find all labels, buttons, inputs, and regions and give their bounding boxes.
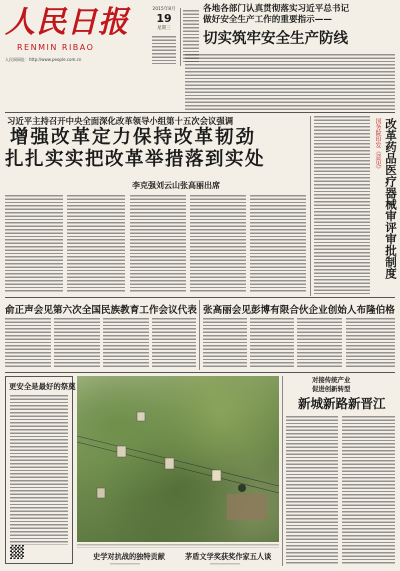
- masthead-pinyin: RENMIN RIBAO: [17, 43, 95, 52]
- mid-story-right-col2: [250, 318, 294, 368]
- cable-car-4: [137, 412, 145, 421]
- lead-story-body-col2: [67, 195, 125, 293]
- lead-story-body-col3b: [130, 195, 186, 293]
- right-column-body-top: [314, 116, 370, 296]
- mid-story-left-col3: [103, 318, 149, 368]
- date-box: [150, 6, 178, 66]
- cable-car-3: [212, 470, 221, 481]
- lead-story-subhead: 李克强刘云山张高丽出席: [132, 180, 220, 190]
- cable-line-2: [77, 442, 279, 493]
- bottom-link-2-page-ref: [210, 563, 240, 566]
- right-column-headline-box: [373, 118, 397, 296]
- photo-caption-text: [77, 544, 279, 548]
- right-column-headline: 改革药品医疗器械审评审批制度: [384, 118, 398, 279]
- bottom-link-2[interactable]: 茅盾文学奖获奖作家五人谈: [185, 552, 272, 561]
- worker-figure: [238, 484, 246, 492]
- date-weekday: 星期三: [157, 26, 171, 31]
- mid-story-right-col4: [346, 318, 395, 368]
- cable-car-2: [165, 458, 174, 469]
- commentary-qr-code: [10, 545, 24, 559]
- date-day: 19: [156, 12, 172, 25]
- date-line: 2015年8月: [152, 7, 176, 12]
- lead-story-headline-line1: 增强改革定力保持改革韧劲: [10, 127, 257, 148]
- jin-story-col1: [286, 416, 338, 564]
- jin-story-col2: [342, 416, 395, 564]
- front-page-photo: [77, 376, 279, 542]
- top-story-headline: 切实筑牢安全生产防线: [203, 31, 348, 47]
- photo-detail-svg: [77, 376, 279, 542]
- commentary-headline: 更安全是最好的祭奠: [9, 382, 76, 391]
- mid-story-left-col1: [5, 318, 51, 368]
- mid-story-left-col4: [152, 318, 196, 368]
- mid-story-right-headline: 张高丽会见彭博有限合伙企业创始人布隆伯格: [203, 305, 395, 316]
- jin-story-kicker-line2: 促进创新转型: [312, 385, 351, 393]
- jin-story-kicker-line1: 对接传统产业: [312, 376, 351, 384]
- bottom-link-1[interactable]: 史学对抗战的独特贡献: [93, 552, 165, 561]
- lead-story-body-col1: [5, 195, 63, 293]
- lead-story-headline-line2: 扎扎实实把改革举措落到实处: [5, 149, 266, 170]
- date-details-text: [152, 36, 176, 64]
- cable-car-1: [117, 446, 126, 457]
- jin-story-header: [286, 376, 396, 412]
- lead-story-body-col5: [250, 195, 306, 293]
- mid-story-right-col1: [203, 318, 247, 368]
- masthead-logo: 人民日报: [5, 5, 129, 40]
- mid-story-left-col2: [54, 318, 100, 368]
- top-story-kicker-line1: 各地各部门认真贯彻落实习近平总书记: [203, 4, 350, 14]
- cable-line-1: [77, 436, 279, 486]
- mid-story-left-headline: 俞正声会见第六次全国民族教育工作会议代表: [5, 305, 197, 316]
- inspection-platform: [227, 494, 267, 520]
- commentary-box: [5, 376, 76, 564]
- bottom-link-1-page-ref: [110, 563, 140, 566]
- masthead-website: 人民网网址：http://www.people.com.cn: [5, 57, 82, 62]
- jin-story-headline: 新城新路新晋江: [298, 396, 386, 411]
- lead-story-body-col4: [190, 195, 246, 293]
- lead-story-kicker: 习近平主持召开中央全面深化改革领导小组第十五次会议强调: [7, 116, 234, 126]
- top-story-kicker-line2: 做好安全生产工作的重要指示——: [203, 15, 332, 25]
- right-column-tag: 国务院印发《意见》: [374, 118, 381, 172]
- mid-story-right-col3: [297, 318, 342, 368]
- cable-car-5: [97, 488, 105, 498]
- commentary-body-text: [10, 395, 68, 545]
- top-story-body-text: [185, 54, 395, 110]
